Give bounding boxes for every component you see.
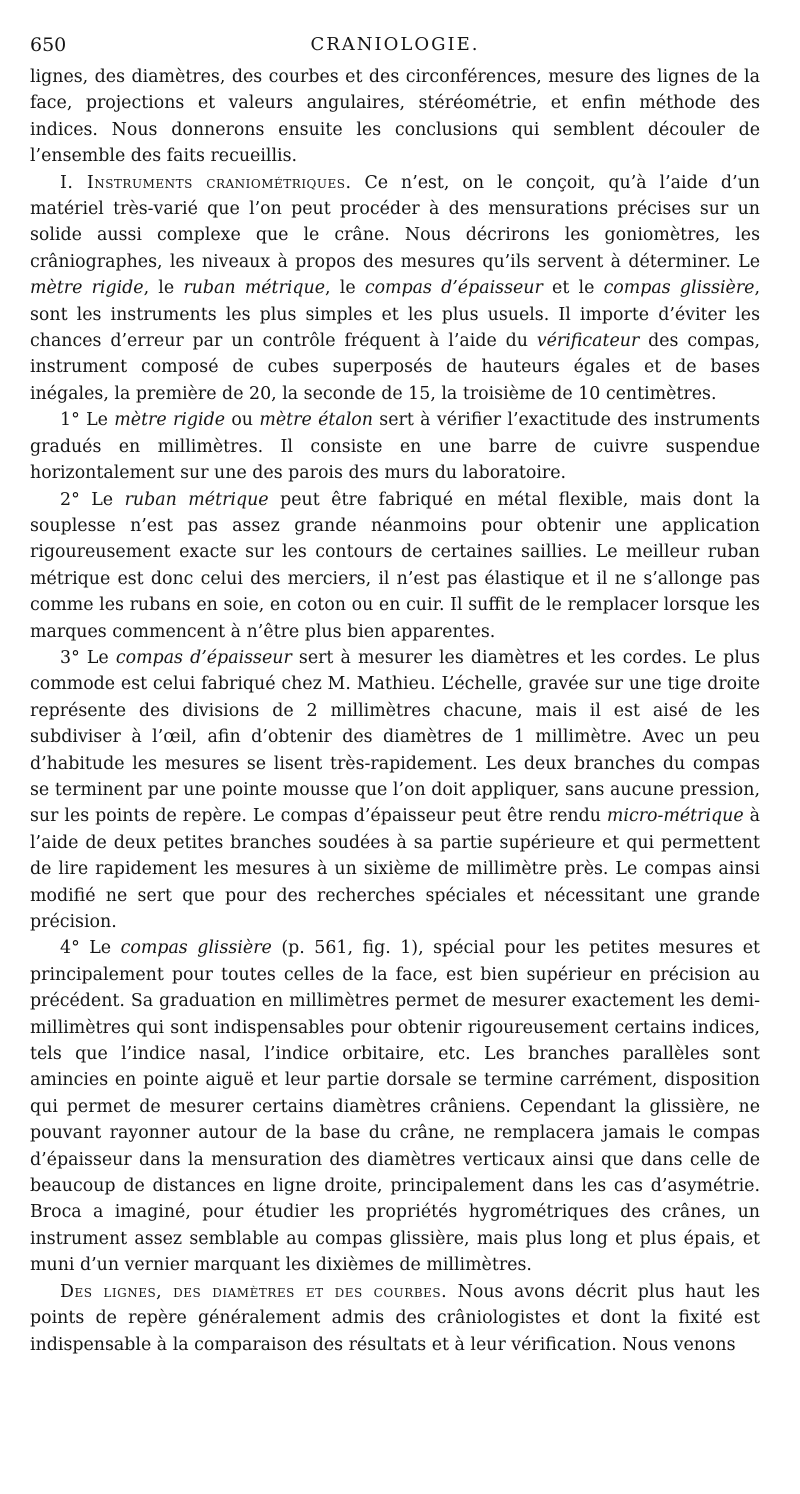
text-run: 2° Le (60, 489, 125, 510)
term-micro-metrique: micro-métrique (606, 806, 744, 827)
page-header (30, 34, 760, 60)
term-ruban-metrique: ruban métrique (183, 278, 326, 299)
text-run: sert à mesurer les diamètres et les cordes. Le plus commode est celui fabriqué chez M. Mathieu. L’échelle, gravée sur une tige droite représente des divisions de 2 millimètres chacune, mais il est aisé de les subdiviser à l’œil, afin d’obtenir des diamètres de 1 millimètre. Avec un peu d’habitude les mesures se lisent très-rapidement. Les deux branches du compas se terminent par une pointe mousse que l’on doit appliquer, sans aucune pression, sur les points de repère. Le compas d’épaisseur peut être rendu (30, 647, 761, 827)
paragraph-instruments (30, 170, 760, 408)
text-run: , sont les instruments les plus simples et les plus usuels. Il importe d’éviter les chances d’erreur par un contrôle fréquent à l’aide du (30, 278, 760, 352)
term-metre-rigide: mètre rigide (30, 278, 144, 299)
paragraph-item-2 (30, 487, 760, 645)
page-number: 650 (30, 34, 67, 56)
text-run: , le (325, 278, 365, 299)
term-ruban-metrique: ruban métrique (124, 489, 269, 510)
term-metre-etalon: mètre étalon (259, 410, 373, 431)
text-run: , le (143, 278, 184, 299)
term-compas-glissiere: compas glissière (120, 938, 272, 959)
term-metre-rigide: mètre rigide (114, 410, 225, 431)
term-compas-glissiere: compas glissière (603, 278, 755, 299)
text-run: (p. 561, fig. 1), spécial pour les petites mesures et principalement pour toutes celles de la face, est bien supérieur en précision au précédent. Sa graduation en millimètres permet de mesurer exactement les demi-millimètres qui sont indispensables pour obtenir rigoureusement certains indices, tels que l’indice nasal, l’indice orbitaire, etc. Les branches parallèles sont amincies en pointe aiguë et leur partie dorsale se termine carrément, disposition qui permet de mesurer certains diamètres crâniens. Cependant la glissière, ne pouvant rayonner autour de la base du crâne, ne remplacera jamais le compas d’épaisseur dans la mensuration des diamètres verticaux ainsi que dans celle de beaucoup de distances en ligne droite, principalement dans les cas d’asymétrie. Broca a imaginé, pour étudier les propriétés hygrométriques des crânes, un instrument assez semblable au compas glissière, mais plus long et plus épais, et muni d’un vernier marquant les dixièmes de millimètres. (30, 938, 761, 1276)
running-title: CRANIOLOGIE. (310, 34, 480, 55)
text-run: sert à vérifier l’exactitude des instruments gradués en millimètres. Il consiste en une barre de cuivre suspendue horizontalement sur une des parois des murs du laboratoire. (30, 410, 760, 484)
term-compas-epaisseur: compas d’épaisseur (364, 278, 543, 299)
paragraph-intro-continued: lignes, des diamètres, des courbes et des circonférences, mesure des lignes de la face, projections et valeurs angulaires, stéréométrie, et enfin méthode des indices. Nous donnerons ensuite les conclusions qui semblent découler de l’ensemble des faits recueillis. (30, 67, 760, 167)
section-heading-lignes: Des lignes, des diamètres et des courbes. (60, 1281, 448, 1302)
text-run: 1° Le (60, 410, 115, 431)
paragraph-item-3 (30, 645, 760, 935)
term-verificateur: vérificateur (536, 331, 640, 352)
text-run: 3° Le (60, 647, 116, 668)
section-heading-instruments: I. Instruments craniométriques. (60, 172, 352, 193)
text-run: des compas, instrument composé de cubes superposés de hauteurs égales et de bases inégales, la première de 20, la seconde de 15, la troisième de 10 centimètres. (30, 331, 760, 404)
page-body (30, 64, 760, 1358)
paragraph-item-1 (30, 407, 760, 486)
text-run: peut être fabriqué en métal flexible, mais dont la souplesse n’est pas assez grande néanmoins pour obtenir une application rigoureusement exacte sur les contours de certaines saillies. Le meilleur ruban métrique est donc celui des merciers, il n’est pas élastique et il ne s’allonge pas comme les rubans en soie, en coton ou en cuir. Il suffit de le remplacer lorsque les marques commencent à n’être plus bien apparentes. (30, 489, 760, 642)
text-run: et le (542, 278, 604, 299)
text-run: ou (225, 410, 260, 431)
text-run: à l’aide de deux petites branches soudées à sa partie supérieure et qui permettent de lire rapidement les mesures à un sixième de millimètre près. Le compas ainsi modifié ne sert que pour des recherches spéciales et nécessitant une grande précision. (30, 806, 760, 932)
term-compas-epaisseur: compas d’épaisseur (115, 647, 292, 668)
text-run: Nous avons décrit plus haut les points de repère généralement admis des crâniologistes et dont la fixité est indispensable à la comparaison des résultats et à leur vérification. Nous venons (30, 1281, 761, 1355)
text-run: 4° Le (60, 938, 121, 959)
paragraph-item-4 (30, 935, 760, 1278)
book-page (30, 34, 760, 1358)
text-run: Ce n’est, on le conçoit, qu’à l’aide d’un matériel très-varié que l’on peut procéder à des mensurations précises sur un solide aussi complexe que le crâne. Nous décrirons les goniomètres, les crâniographes, les niveaux à propos des mesures qu’ils servent à déterminer. Le (30, 172, 760, 272)
paragraph-lignes (30, 1279, 760, 1358)
